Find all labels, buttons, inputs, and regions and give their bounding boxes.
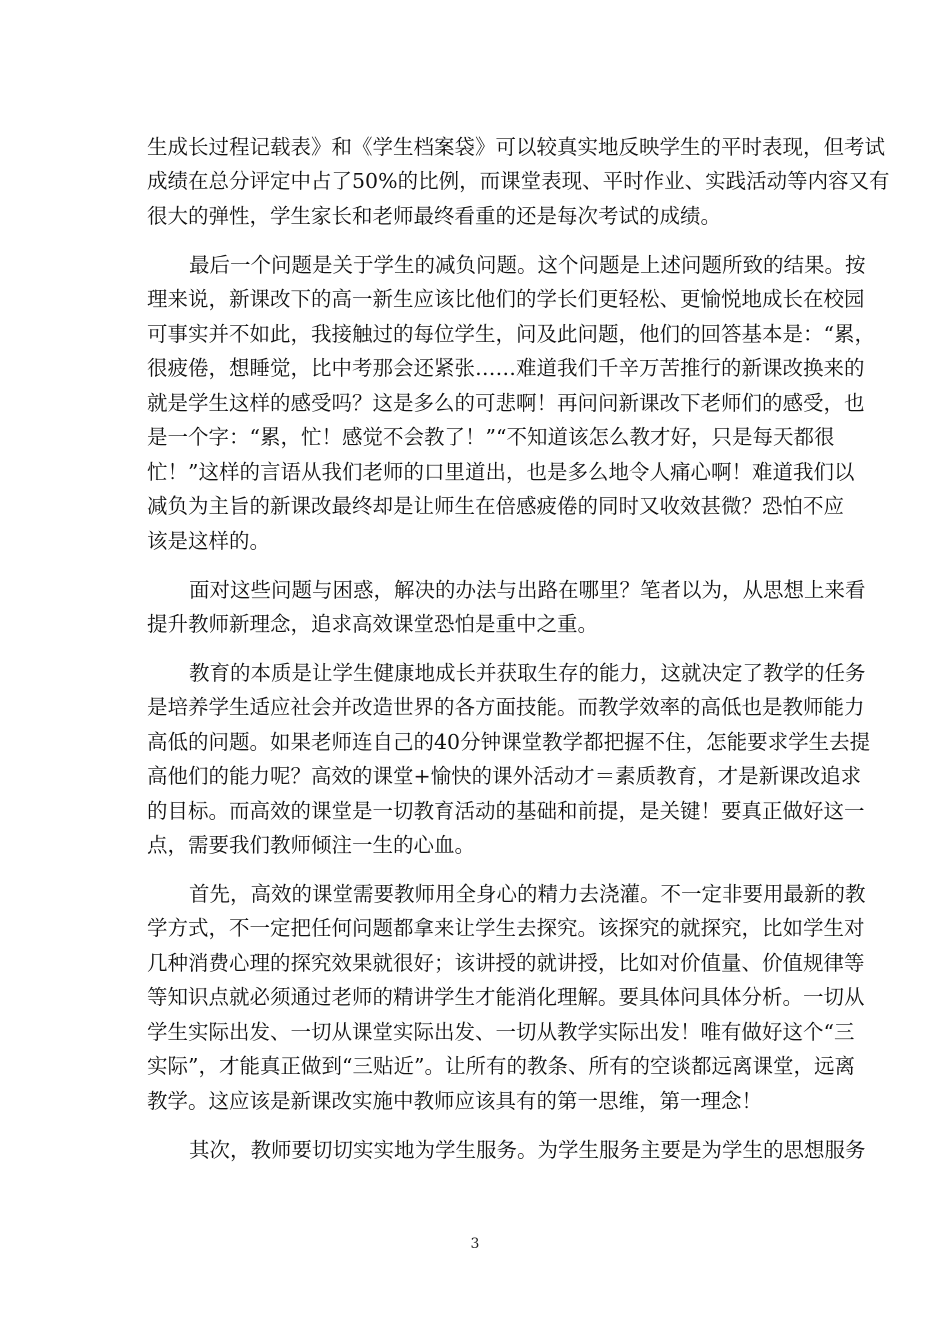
- text-line: 是培养学生适应社会并改造世界的各方面技能。而教学效率的高低也是教师能力: [147, 695, 865, 719]
- text-line: 可事实并不如此，我接触过的每位学生，问及此问题，他们的回答基本是：“累，: [147, 322, 875, 346]
- paragraph-first-line: 面对这些问题与困惑，解决的办法与出路在哪里？笔者以为，从思想上来看: [189, 578, 866, 602]
- text-line: 提升教师新理念，追求高效课堂恐怕是重中之重。: [147, 612, 598, 636]
- paragraph-first-line: 最后一个问题是关于学生的减负问题。这个问题是上述问题所致的结果。按: [189, 253, 866, 277]
- text-line: 学方式，不一定把任何问题都拿来让学生去探究。该探究的就探究，比如学生对: [147, 916, 865, 940]
- text-line: 该是这样的。: [147, 529, 270, 553]
- text-line: 就是学生这样的感受吗？这是多么的可悲啊！再问问新课改下老师们的感受，也: [147, 391, 865, 415]
- text-line: 减负为主旨的新课改最终却是让师生在倍感疲倦的同时又收效甚微？恐怕不应: [147, 494, 844, 518]
- text-line: 高低的问题。如果老师连自己的40分钟课堂教学都把握不住，怎能要求学生去提: [147, 730, 871, 754]
- text-line: 学生实际出发、一切从课堂实际出发、一切从教学实际出发！唯有做好这个“三: [147, 1020, 855, 1044]
- paragraph-first-line: 教育的本质是让学生健康地成长并获取生存的能力，这就决定了教学的任务: [189, 661, 866, 685]
- paragraph-first-line: 其次，教师要切切实实地为学生服务。为学生服务主要是为学生的思想服务: [189, 1138, 866, 1162]
- text-line: 实际”，才能真正做到“三贴近”。让所有的教条、所有的空谈都远离课堂，远离: [147, 1054, 855, 1078]
- page-number: 3: [470, 1236, 480, 1252]
- text-line: 高他们的能力呢？高效的课堂+愉快的课外活动才＝素质教育，才是新课改追求: [147, 764, 862, 788]
- text-line: 几种消费心理的探究效果就很好；该讲授的就讲授，比如对价值量、价值规律等: [147, 951, 865, 975]
- text-line: 点，需要我们教师倾注一生的心血。: [147, 833, 475, 857]
- text-line: 忙！”这样的言语从我们老师的口里道出，也是多么地令人痛心啊！难道我们以: [147, 460, 855, 484]
- text-line: 是一个字：“累，忙！感觉不会教了！”“不知道该怎么教才好，只是每天都很: [147, 425, 835, 449]
- text-line: 生成长过程记载表》和《学生档案袋》可以较真实地反映学生的平时表现，但考试: [147, 135, 885, 159]
- text-line: 很疲倦，想睡觉，比中考那会还紧张……难道我们千辛万苦推行的新课改换来的: [147, 356, 865, 380]
- text-line: 的目标。而高效的课堂是一切教育活动的基础和前提，是关键！要真正做好这一: [147, 799, 865, 823]
- text-line: 教学。这应该是新课改实施中教师应该具有的第一思维，第一理念！: [147, 1089, 762, 1113]
- text-line: 理来说，新课改下的高一新生应该比他们的学长们更轻松、更愉悦地成长在校园: [147, 287, 865, 311]
- paragraph-first-line: 首先，高效的课堂需要教师用全身心的精力去浇灌。不一定非要用最新的教: [189, 882, 866, 906]
- text-line: 等知识点就必须通过老师的精讲学生才能消化理解。要具体问具体分析。一切从: [147, 985, 865, 1009]
- text-line: 很大的弹性，学生家长和老师最终看重的还是每次考试的成绩。: [147, 204, 721, 228]
- text-line: 成绩在总分评定中占了50%的比例，而课堂表现、平时作业、实践活动等内容又有: [147, 169, 890, 193]
